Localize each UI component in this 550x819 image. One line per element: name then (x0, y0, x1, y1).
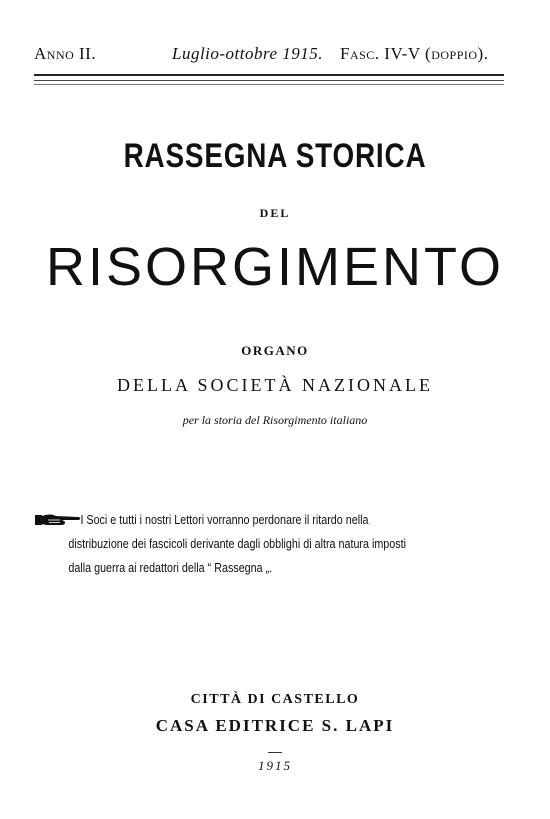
journal-title-line1: RASSEGNA STORICA (123, 137, 427, 175)
imprint-city: CITTÀ DI CASTELLO (190, 692, 360, 707)
imprint-publisher: CASA EDITRICE S. LAPI (155, 716, 395, 735)
issue-date: Luglio-ottobre 1915. (172, 44, 324, 63)
issue-header (34, 44, 504, 68)
society-purpose: per la storia del Risorgimento italiano (182, 413, 368, 427)
notice-paragraph (34, 508, 504, 580)
issue-number: Fasc. IV-V (doppio). (340, 44, 489, 63)
notice-line: distribuzione dei fascicoli derivante dagli obblighi di altra natura imposti (68, 537, 407, 551)
notice-line: dalla guerra ai redattori della “ Rassegna „. (68, 561, 273, 575)
issue-year-label: Anno II. (34, 44, 97, 63)
journal-title-line2: DEL (259, 206, 291, 220)
header-rule (34, 74, 504, 76)
society-name: DELLA SOCIETÀ NAZIONALE (117, 375, 433, 395)
header-rule (34, 80, 504, 81)
organ-label: ORGANO (241, 343, 309, 358)
imprint-year: 1915 (258, 758, 292, 773)
journal-title-main: RISORGIMENTO (45, 237, 505, 297)
year-divider (268, 752, 282, 753)
notice-line: I Soci e tutti i nostri Lettori vorranno perdonare il ritardo nella (80, 513, 369, 527)
header-rule (34, 84, 504, 85)
